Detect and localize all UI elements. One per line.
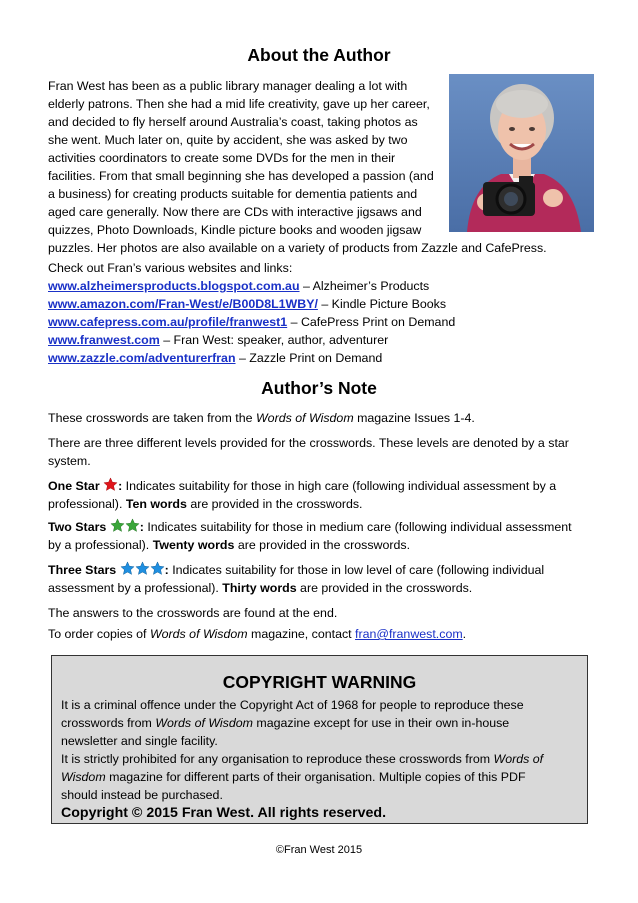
copyright-warning-title: COPYRIGHT WARNING [222,672,417,692]
magazine-title: Wisdom [61,770,106,784]
bio-line: she went. Much later on, quite by accident, she was asked by two [48,133,408,147]
amazon-author-link[interactable]: www.amazon.com/Fran-West/e/B00D8L1WBY/ [48,297,318,311]
author-bio [48,77,547,257]
warning-paragraph-1 [61,696,573,750]
zazzle-link[interactable]: www.zazzle.com/adventurerfran [48,351,236,365]
bio-line: a business) for creating products suitable for dementia patients and [48,187,418,201]
blue-star-icon [120,561,135,576]
magazine-title: Words of Wisdom [255,411,354,425]
alzheimers-products-link[interactable]: www.alzheimersproducts.blogspot.com.au [48,279,300,293]
link-row [48,277,593,295]
note-text: magazine Issues 1-4. [353,411,475,425]
warning-text: crosswords from [61,716,156,730]
two-star-level [48,518,593,554]
word-count: Twenty words [152,538,235,552]
note-text: Indicates suitability for those in high care (following individual assessment by a [122,479,557,493]
note-text: Indicates suitability for those in low level of care (following individual [168,563,545,577]
note-text: professional). [48,497,126,511]
note-intro [48,409,593,427]
bio-line: puzzles. Her photos are also available on a variety of products from Zazzle and CafePress. [48,241,547,255]
link-row [48,349,593,367]
link-description: – CafePress Print on Demand [287,315,456,329]
warning-text: should instead be purchased. [61,788,223,802]
note-text: by a professional). [48,538,153,552]
link-description: – Kindle Picture Books [317,297,447,311]
websites-block [48,259,593,367]
note-text: magazine, contact [247,627,356,641]
magazine-title: Words of Wisdom [149,627,248,641]
link-row [48,295,593,313]
three-star-label: Three Stars [48,563,120,577]
warning-text: magazine for different parts of their organisation. Multiple copies of this PDF [105,770,526,784]
warning-text: It is a criminal offence under the Copyright Act of 1968 for people to reproduce these [61,698,524,712]
warning-text: It is strictly prohibited for any organisation to reproduce these crosswords from [61,752,494,766]
link-row [48,313,593,331]
note-text: There are three different levels provided for the crosswords. These levels are denoted by a star [48,436,569,450]
green-star-icon [110,518,125,533]
word-count: Ten words [125,497,187,511]
order-note [48,625,593,643]
bio-line: aged care generally. Now there are CDs with interactive jigsaws and [48,205,422,219]
answers-note [48,604,593,622]
about-author-heading: About the Author [247,45,391,65]
bio-line: elderly patrons. Then she had a mid life creativity, gave up her career, [48,97,430,111]
authors-note-heading: Author’s Note [261,378,377,398]
author-photo [449,74,594,232]
link-description: – Alzheimer’s Products [299,279,430,293]
three-star-level [48,561,593,597]
bio-line: facilities. From that small beginning she has developed a passion (and [48,169,434,183]
level-colon: : [118,479,123,493]
cafepress-link[interactable]: www.cafepress.com.au/profile/franwest1 [48,315,288,329]
websites-intro: Check out Fran’s various websites and links: [48,261,293,275]
magazine-title: Words of [493,752,544,766]
link-row [48,331,593,349]
level-colon: : [164,563,169,577]
link-description: – Fran West: speaker, author, adventurer [159,333,389,347]
note-text: To order copies of [48,627,150,641]
note-text: are provided in the crosswords. [186,497,363,511]
note-text: are provided in the crosswords. [234,538,411,552]
level-colon: : [139,520,144,534]
red-star-icon [103,477,118,492]
one-star-level [48,477,593,513]
warning-paragraph-2 [61,750,573,804]
note-text: Indicates suitability for those in medium care (following individual assessment [143,520,572,534]
note-text: These crosswords are taken from the [48,411,256,425]
bio-line: activities coordinators to create some DVDs for the men in their [48,151,396,165]
word-count: Thirty words [222,581,297,595]
author-photo-illustration [449,74,594,232]
copyright-warning-box [51,655,588,824]
blue-star-icon [135,561,150,576]
note-text: . [462,627,467,641]
magazine-title: Words of Wisdom [155,716,253,730]
note-text: The answers to the crosswords are found at the end. [48,606,338,620]
copyright-statement: Copyright © 2015 Fran West. All rights reserved. [61,805,387,821]
note-text: system. [48,454,91,468]
warning-text: magazine except for use in their own in-house [252,716,510,730]
blue-star-icon [150,561,165,576]
levels-paragraph [48,434,593,470]
note-text: assessment by a professional). [48,581,223,595]
note-text: are provided in the crosswords. [296,581,473,595]
link-description: – Zazzle Print on Demand [235,351,383,365]
one-star-label: One Star [48,479,104,493]
page-footer: ©Fran West 2015 [275,844,363,856]
contact-email-link[interactable]: fran@franwest.com [355,627,463,641]
bio-line: quizzes, Photo Downloads, Kindle picture books and wooden jigsaw [48,223,422,237]
green-star-icon [125,518,140,533]
bio-line: and decided to fly herself around Australia’s coast, taking photos as [48,115,418,129]
two-star-label: Two Stars [48,520,110,534]
franwest-link[interactable]: www.franwest.com [48,333,160,347]
bio-line: Fran West has been as a public library manager dealing a lot with [48,79,408,93]
warning-text: newsletter and single facility. [61,734,218,748]
